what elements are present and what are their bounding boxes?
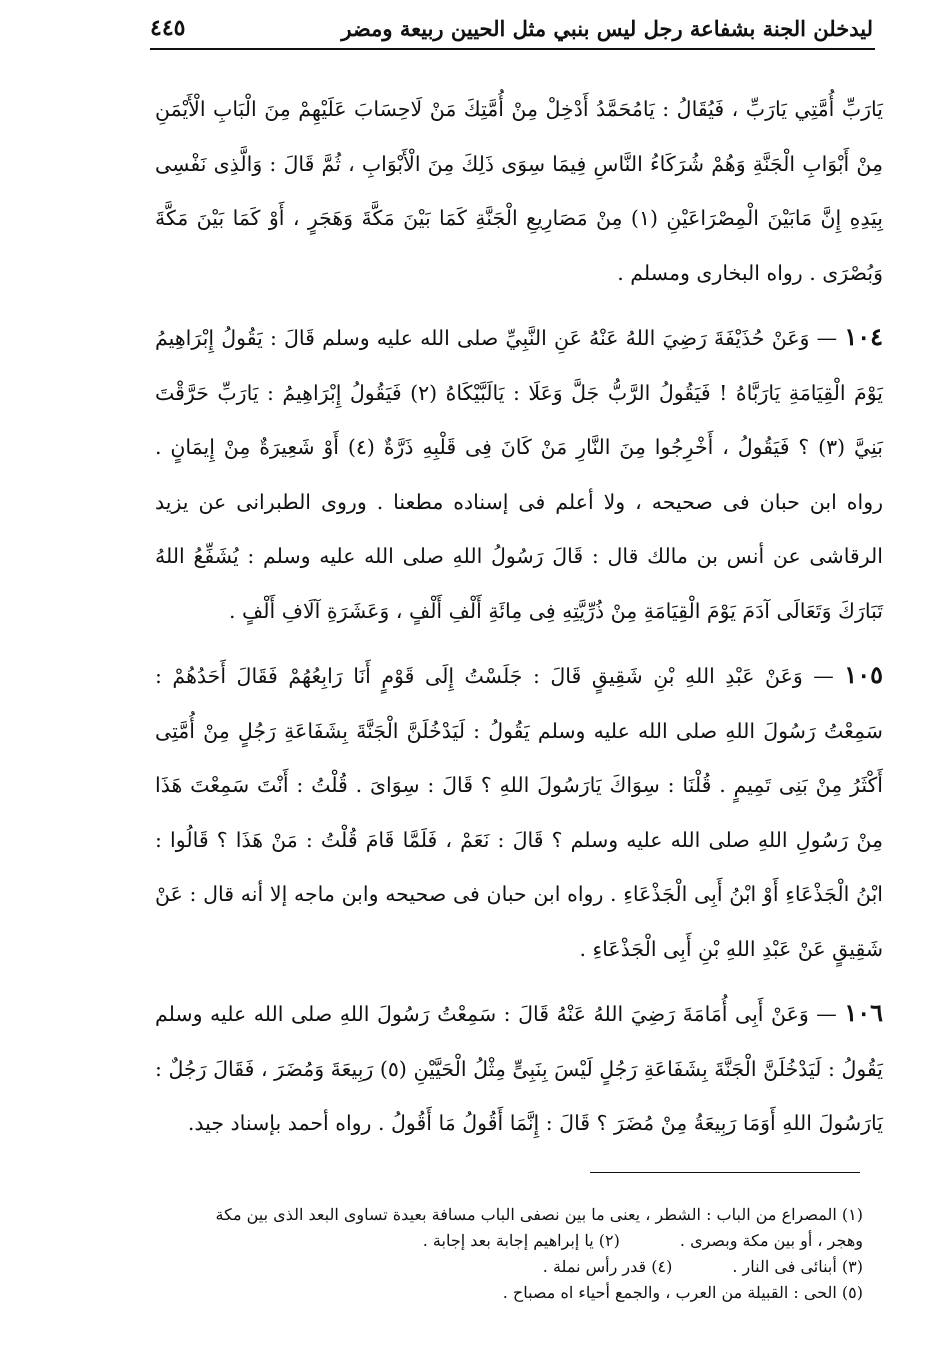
- paragraph-continuation: [155, 82, 883, 300]
- header-title: ليدخلن الجنة بشفاعة رجل ليس بنبي مثل الحيين ربيعة ومضر: [341, 15, 873, 41]
- hadith-dash: —: [809, 326, 838, 350]
- hadith-105: [155, 648, 883, 976]
- footnote-1-line-1: (١) المصراع من الباب : الشطر ، يعنى ما بين نصفى الباب مسافة بعيدة تساوى البعد الذى بين مكة: [215, 1205, 863, 1224]
- header-rule: [150, 48, 875, 50]
- paragraph-text: وَعَنْ حُذَيْفَةَ رَضِيَ اللهُ عَنْهُ عَنِ النَّبِيِّ صلى الله عليه وسلم قَالَ : يَقُولُ إِبْرَاهِيمُ يَوْمَ الْقِيَامَةِ يَارَبَّاهُ ! فَيَقُولُ الرَّبُّ جَلَّ وَعَلَا : يَالَبَّيْكَاهُ (٢) فَيَقُولُ إِبْرَاهِيمُ : يَارَبِّ حَرَّقْتَ بَنِيَّ (٣) ؟ فَيَقُولُ ، أَخْرِجُوا مِنَ النَّارِ مَنْ كَانَ فِى قَلْبِهِ ذَرَّةٌ (٤) أَوْ شَعِيرَةٌ مِنْ إِيمَانٍ . رواه ابن حبان فى صحيحه ، ولا أعلم فى إسناده مطعنا . وروى الطبرانى عن يزيد الرقاشى عن أنس بن مالك قال : قَالَ رَسُولُ اللهِ صلى الله عليه وسلم : يُشَفِّعُ اللهُ تَبَارَكَ وَتَعَالَى آدَمَ يَوْمَ الْقِيَامَةِ مِنْ ذُرِّيَّتِهِ فِى مِائَةِ أَلْفِ أَلْفٍ ، وَعَشَرَةِ آلَافِ أَلْفٍ .: [155, 326, 883, 623]
- hadith-number: ١٠٤: [844, 322, 883, 351]
- hadith-106: [155, 986, 883, 1151]
- hadith-number: ١٠٦: [844, 998, 883, 1027]
- footnote-rule: [590, 1172, 860, 1173]
- footnote-row-3-4: [155, 1254, 863, 1280]
- footnote-5: (٥) الحى : القبيلة من العرب ، والجمع أحياء اه مصباح .: [502, 1283, 863, 1302]
- hadith-number: ١٠٥: [844, 660, 883, 689]
- footnote-row-1-2: [155, 1228, 863, 1254]
- footnote-3: (٣) أبنائى فى النار .: [732, 1257, 863, 1276]
- paragraph-text: وَعَنْ أَبِى أُمَامَةَ رَضِيَ اللهُ عَنْهُ قَالَ : سَمِعْتُ رَسُولَ اللهِ صلى الله عليه وسلم يَقُولُ : لَيَدْخُلَنَّ الْجَنَّةَ بِشَفَاعَةِ رَجُلٍ لَيْسَ بِنَبِىٍّ مِثْلُ الْحَيَّيْنِ (٥) رَبِيعَةَ وَمُضَرَ ، فَقَالَ رَجُلٌ : يَارَسُولَ اللهِ أَوَمَا رَبِيعَةُ مِنْ مُضَرَ ؟ قَالَ : إِنَّمَا أَقُولُ مَا أَقُولُ . رواه أحمد بإسناد جيد.: [155, 1002, 883, 1135]
- paragraph-text: وَعَنْ عَبْدِ اللهِ بْنِ شَقِيقٍ قَالَ : جَلَسْتُ إِلَى قَوْمٍ أَنَا رَابِعُهُمْ فَقَالَ أَحَدُهُمْ : سَمِعْتُ رَسُولَ اللهِ صلى الله عليه وسلم يَقُولُ : لَيَدْخُلَنَّ الْجَنَّةَ بِشَفَاعَةِ رَجُلٍ مِنْ أُمَّتِى أَكْثَرُ مِنْ بَنِى تَمِيمٍ . قُلْنَا : سِوَاكَ يَارَسُولَ اللهِ ؟ قَالَ : سِوَاىَ . قُلْتُ : أَنْتَ سَمِعْتَ هَذَا مِنْ رَسُولِ اللهِ صلى الله عليه وسلم ؟ قَالَ : نَعَمْ ، فَلَمَّا قَامَ قُلْتُ : مَنْ هَذَا ؟ قَالُوا : ابْنُ الْجَذْعَاءِ أَوْ ابْنُ أَبِى الْجَذْعَاءِ . رواه ابن حبان فى صحيحه وابن ماجه إلا أنه قال : عَنْ شَقِيقٍ عَنْ عَبْدِ اللهِ بْنِ أَبِى الْجَذْعَاءِ .: [155, 664, 883, 961]
- hadith-dash: —: [808, 1002, 837, 1026]
- page-number: ٤٤٥: [150, 15, 186, 41]
- footnote-2: (٢) يا إبراهيم إجابة بعد إجابة .: [422, 1231, 620, 1250]
- running-header: [150, 8, 873, 48]
- hadith-104: [155, 310, 883, 638]
- footnote-1-line-2: وهجر ، أو بين مكة وبصرى .: [679, 1231, 863, 1250]
- paragraph-text: يَارَبِّ أُمَّتِي يَارَبِّ ، فَيُقَالُ : يَامُحَمَّدُ أَدْخِلْ مِنْ أُمَّتِكَ مَنْ لَاحِسَابَ عَلَيْهِمْ مِنَ الْبَابِ الْأَيْمَنِ مِنْ أَبْوَابِ الْجَنَّةِ وَهُمْ شُرَكَاءُ النَّاسِ فِيمَا سِوَى ذَلِكَ مِنَ الْأَبْوَابِ ، ثُمَّ قَالَ : وَالَّذِى نَفْسِى بِيَدِهِ إِنَّ مَابَيْنَ الْمِصْرَاعَيْنِ (١) مِنْ مَصَارِيعِ الْجَنَّةِ كَمَا بَيْنَ مَكَّةَ وَهَجَرٍ ، أَوْ كَمَا بَيْنَ مَكَّةَ وَبُصْرَى . رواه البخارى ومسلم .: [155, 97, 883, 285]
- footnote-4: (٤) قدر رأس نملة .: [542, 1257, 673, 1276]
- hadith-dash: —: [802, 664, 834, 688]
- main-text: [155, 82, 883, 1151]
- footnotes: [155, 1202, 863, 1306]
